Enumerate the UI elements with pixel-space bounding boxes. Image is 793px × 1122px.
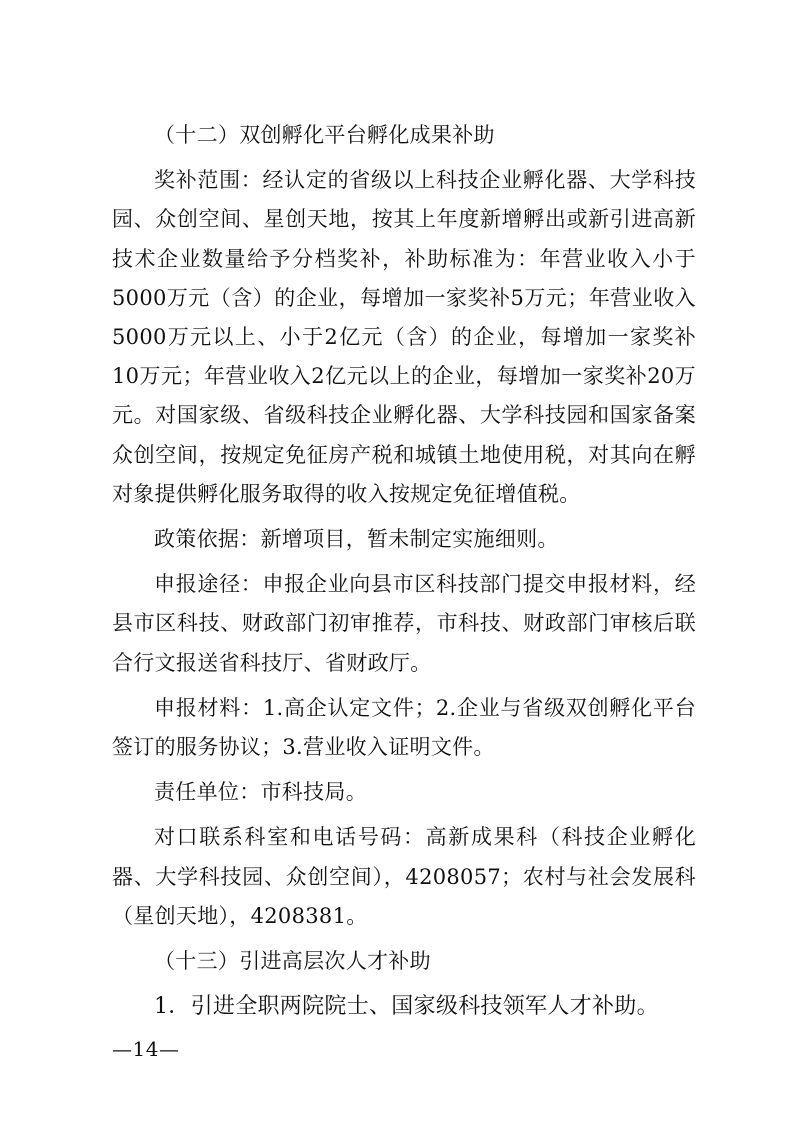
body-text xyxy=(112,116,696,1032)
responsible-unit-paragraph: 责任单位：市科技局。 xyxy=(154,780,367,805)
page-number: —14— xyxy=(112,1037,180,1061)
scope-paragraph: 奖补范围：经认定的省级以上科技企业孵化器、大学科技园、众创空间、星创天地，按其上年度新增孵出或新引进高新技术企业数量给予分档奖补，补助标准为：年营业收入小于5000万元（含）的企业，每增加一家奖补5万元；年营业收入5000万元以上、小于2亿元（含）的企业，每增加一家奖补10万元；年营业收入2亿元以上的企业，每增加一家奖补20万元。对国家级、省级科技企业孵化器、大学科技园和国家备案众创空间，按规定免征房产税和城镇土地使用税，对其向在孵对象提供孵化服务取得的收入按规定免征增值税。 xyxy=(112,168,696,506)
contact-paragraph: 对口联系科室和电话号码：高新成果科（科技企业孵化器、大学科技园、众创空间），4208057；农村与社会发展科（星创天地），4208381。 xyxy=(112,825,696,928)
section-13-item-1: 1．引进全职两院院士、国家级科技领军人才补助。 xyxy=(154,994,659,1020)
section-12-heading: （十二）双创孵化平台孵化成果补助 xyxy=(154,123,495,147)
application-channel-paragraph: 申报途径：申报企业向县市区科技部门提交申报材料，经县市区科技、财政部门初审推荐，市科技、财政部门审核后联合行文报送省科技厅、省财政厅。 xyxy=(112,572,696,675)
policy-basis-paragraph: 政策依据：新增项目，暂未制定实施细则。 xyxy=(154,527,559,552)
section-13-heading: （十三）引进高层次人才补助 xyxy=(154,949,431,974)
application-materials-paragraph: 申报材料：1.高企认定文件；2.企业与省级双创孵化平台签订的服务协议；3.营业收入证明文件。 xyxy=(112,695,696,760)
